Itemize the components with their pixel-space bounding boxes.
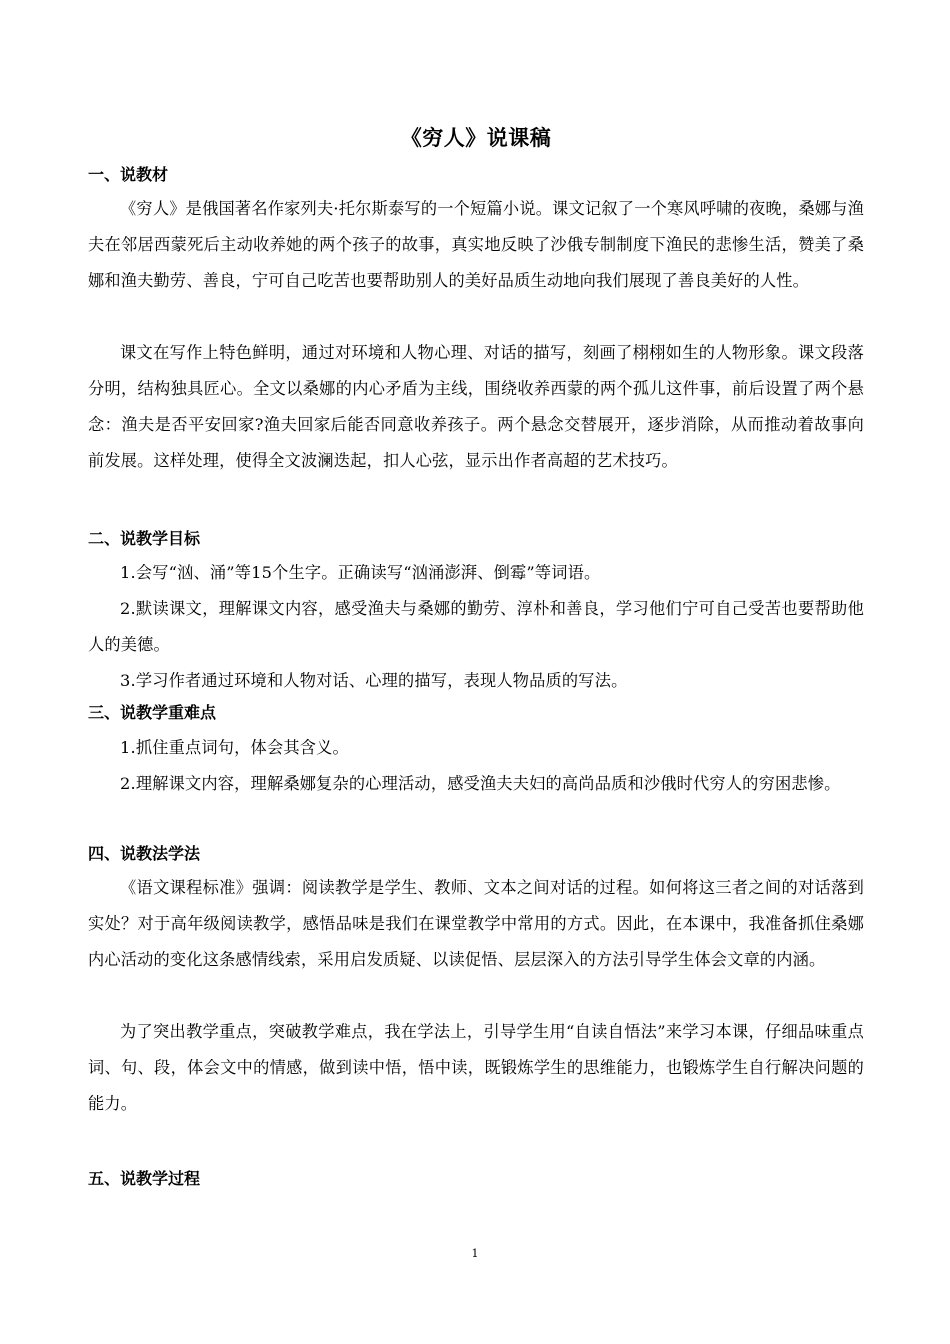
paragraph-material-writing: 课文在写作上特色鲜明，通过对环境和人物心理、对话的描写，刻画了栩栩如生的人物形象。课文段落分明，结构独具匠心。全文以桑娜的内心矛盾为主线，围绕收养西蒙的两个孤儿这件事，前后设置了两个悬念：渔夫是否平安回家?渔夫回家后能否同意收养孩子。两个悬念交替展开，逐步消除，从而推动着故事向前发展。这样处理，使得全文波澜迭起，扣人心弦，显示出作者高超的艺术技巧。 (88, 343, 864, 470)
section-heading-teaching-process: 五、说教学过程 (88, 1169, 201, 1188)
goal-item-3: 3.学习作者通过环境和人物对话、心理的描写，表现人物品质的写法。 (120, 671, 628, 690)
section-heading-teaching-methods: 四、说教法学法 (88, 844, 201, 863)
key-point-item-2: 2.理解课文内容，理解桑娜复杂的心理活动，感受渔夫夫妇的高尚品质和沙俄时代穷人的穷困悲惨。 (120, 774, 841, 793)
section-heading-teaching-material: 一、说教材 (88, 165, 169, 184)
goal-item-1: 1.会写“汹、涌”等15个生字。正确读写“汹涌澎湃、倒霉”等词语。 (120, 563, 601, 582)
key-point-item-1: 1.抓住重点词句，体会其含义。 (120, 738, 349, 757)
document-title: 《穷人》说课稿 (400, 126, 552, 150)
goal-item-2: 2.默读课文，理解课文内容，感受渔夫与桑娜的勤劳、淳朴和善良，学习他们宁可自己受苦也要帮助他人的美德。 (88, 599, 864, 654)
paragraph-teaching-method: 《语文课程标准》强调：阅读教学是学生、教师、文本之间对话的过程。如何将这三者之间的对话落到实处？对于高年级阅读教学，感悟品味是我们在课堂教学中常用的方式。因此，在本课中，我准备抓住桑娜内心活动的变化这条感情线索，采用启发质疑、以读促悟、层层深入的方法引导学生体会文章的内涵。 (88, 878, 864, 969)
section-heading-key-difficult-points: 三、说教学重难点 (88, 703, 217, 722)
paragraph-learning-method: 为了突出教学重点，突破教学难点，我在学法上，引导学生用“自读自悟法”来学习本课，仔细品味重点词、句、段，体会文中的情感，做到读中悟，悟中读，既锻炼学生的思维能力，也锻炼学生自行解决问题的能力。 (88, 1022, 864, 1113)
section-heading-teaching-goals: 二、说教学目标 (88, 529, 201, 548)
page-number: 1 (471, 1247, 479, 1260)
paragraph-material-intro: 《穷人》是俄国著名作家列夫·托尔斯泰写的一个短篇小说。课文记叙了一个寒风呼啸的夜晚，桑娜与渔夫在邻居西蒙死后主动收养她的两个孩子的故事，真实地反映了沙俄专制制度下渔民的悲惨生活，赞美了桑娜和渔夫勤劳、善良，宁可自己吃苦也要帮助别人的美好品质生动地向我们展现了善良美好的人性。 (88, 199, 864, 290)
